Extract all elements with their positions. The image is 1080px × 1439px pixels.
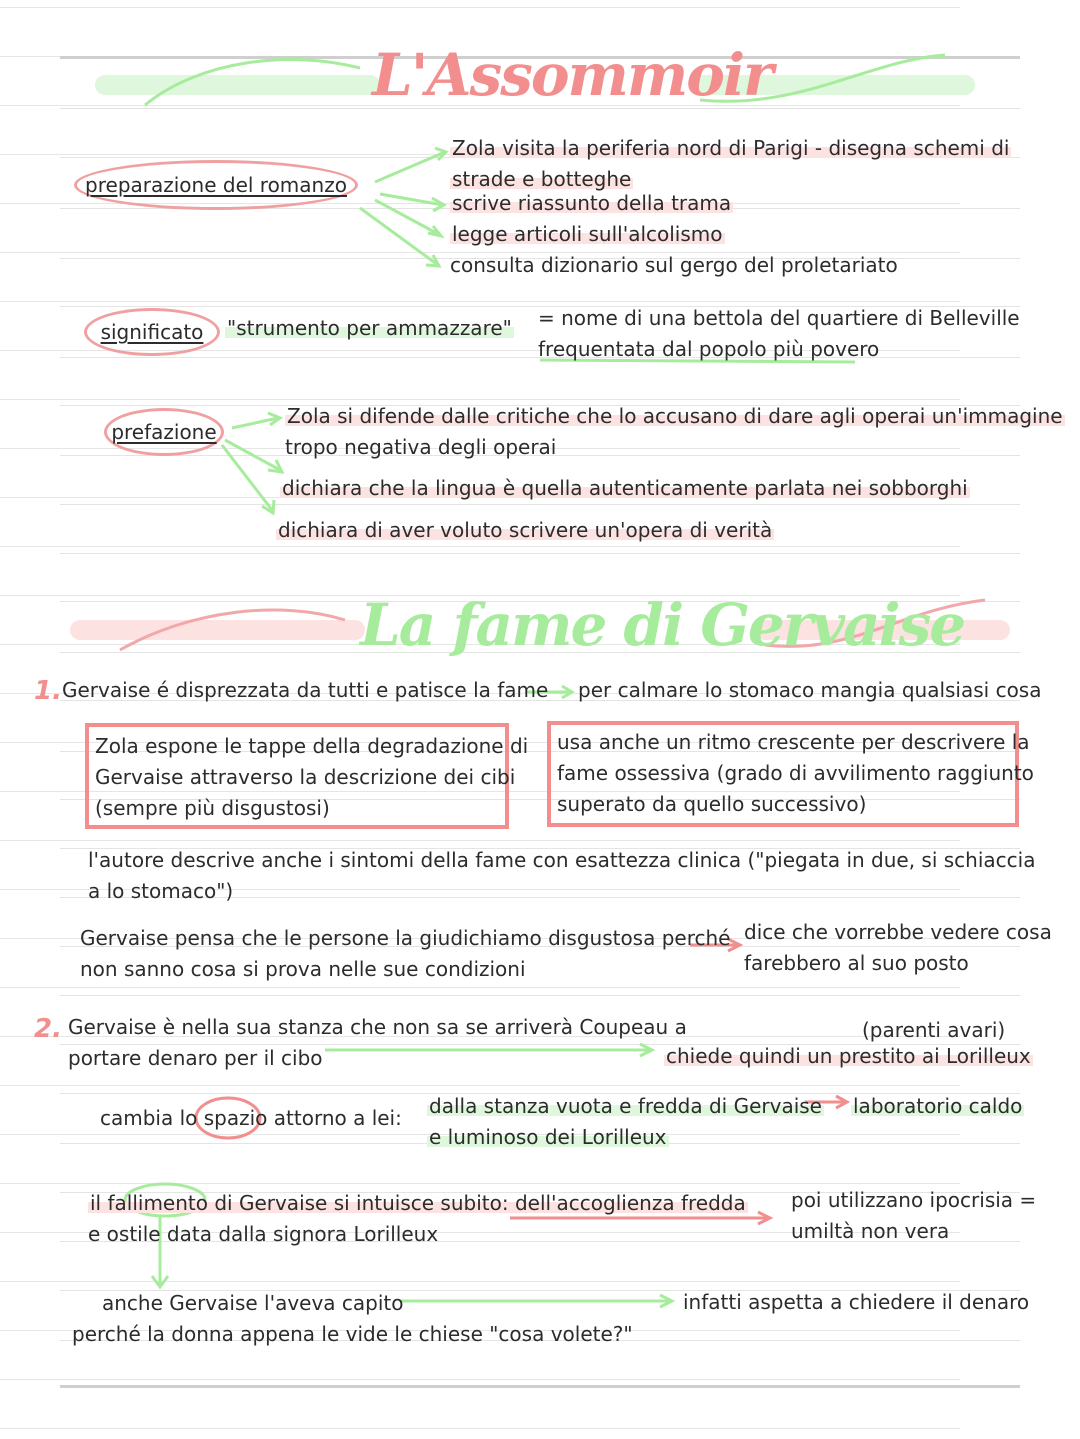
point-number-1: 1. xyxy=(34,676,62,706)
box2-line-3: superato da quello successivo) xyxy=(557,792,867,816)
ipocrisia-line-2: umiltà non vera xyxy=(791,1219,950,1243)
prep-line-3: scrive riassunto della trama xyxy=(452,191,732,215)
capito-line-2: perché la donna appena le vide le chiese "cosa volete?" xyxy=(72,1322,633,1346)
box1-line-3: (sempre più disgustosi) xyxy=(95,796,330,820)
laboratorio-caldo: laboratorio caldo xyxy=(853,1094,1023,1118)
judge-line-2: non sanno cosa si prova nelle sue condizioni xyxy=(80,957,526,981)
p1-line-right: per calmare lo stomaco mangia qualsiasi cosa xyxy=(578,678,1042,702)
box-ritmo xyxy=(547,721,1034,827)
oval-prefazione xyxy=(104,408,224,456)
box2-line-2: fame ossessiva (grado di avvilimento raggiunto xyxy=(557,761,1034,785)
prep-line-4: legge articoli sull'alcolismo xyxy=(452,222,723,246)
p1-line-left: Gervaise é disprezzata da tutti e patisce la fame xyxy=(62,678,549,702)
p2-line-2: portare denaro per il cibo xyxy=(68,1046,323,1070)
prefazione-line-4: dichiara di aver voluto scrivere un'opera di verità xyxy=(278,518,773,542)
prefazione-line-3: dichiara che la lingua è quella autenticamente parlata nei sobborghi xyxy=(282,476,968,500)
prefazione-line-2: tropo negativa degli operai xyxy=(285,435,557,459)
section-title-fame: La fame di Gervaise xyxy=(360,591,965,659)
section-title-assommoir: L'Assommoir xyxy=(372,41,772,109)
would-line-2: farebbero al suo posto xyxy=(744,951,969,975)
label-preparazione: preparazione del romanzo xyxy=(85,173,347,197)
box1-line-1: Zola espone le tappe della degradazione di xyxy=(95,734,529,758)
label-significato: significato xyxy=(100,320,204,344)
significato-line-2: frequentata dal popolo più povero xyxy=(538,337,880,361)
p2-line-1: Gervaise è nella sua stanza che non sa se arriverà Coupeau a xyxy=(68,1015,687,1039)
box-degradazione xyxy=(85,723,529,829)
oval-significato xyxy=(84,308,220,356)
p2-parenti: (parenti avari) xyxy=(862,1018,1006,1042)
box2-line-1: usa anche un ritmo crescente per descrivere la xyxy=(557,730,1030,754)
fallimento-line-1: il fallimento di Gervaise si intuisce subito: dell'accoglienza fredda xyxy=(90,1191,746,1215)
significato-quote: "strumento per ammazzare" xyxy=(227,316,512,340)
fallimento-line-2: e ostile data dalla signora Lorilleux xyxy=(88,1222,439,1246)
aspetta-denaro: infatti aspetta a chiedere il denaro xyxy=(683,1290,1030,1314)
spazio-line-2: e luminoso dei Lorilleux xyxy=(429,1125,667,1149)
would-line-1: dice che vorrebbe vedere cosa xyxy=(744,920,1052,944)
prep-line-2: strade e botteghe xyxy=(452,167,632,191)
capito-line-1: anche Gervaise l'aveva capito xyxy=(102,1291,404,1315)
ipocrisia-line-1: poi utilizzano ipocrisia = xyxy=(791,1188,1037,1212)
oval-preparazione xyxy=(74,160,358,210)
spazio-lead: cambia lo spazio attorno a lei: xyxy=(100,1106,402,1130)
box1-line-2: Gervaise attraverso la descrizione dei cibi xyxy=(95,765,516,789)
clinic-line-2: a lo stomaco") xyxy=(88,879,234,903)
significato-line-1: = nome di una bettola del quartiere di Belleville xyxy=(538,306,1020,330)
p2-prestito: chiede quindi un prestito ai Lorilleux xyxy=(666,1044,1031,1068)
judge-line-1: Gervaise pensa che le persone la giudichiamo disgustosa perché xyxy=(80,926,731,950)
prefazione-line-1: Zola si difende dalle critiche che lo accusano di dare agli operai un'immagine xyxy=(287,404,1063,428)
spazio-line-1: dalla stanza vuota e fredda di Gervaise xyxy=(429,1094,822,1118)
clinic-line-1: l'autore descrive anche i sintomi della fame con esattezza clinica ("piegata in due, si schiaccia xyxy=(88,848,1036,872)
point-number-2: 2. xyxy=(34,1014,62,1044)
prep-line-1: Zola visita la periferia nord di Parigi - disegna schemi di xyxy=(452,136,1010,160)
prep-line-5: consulta dizionario sul gergo del proletariato xyxy=(450,253,898,277)
label-prefazione: prefazione xyxy=(111,420,217,444)
